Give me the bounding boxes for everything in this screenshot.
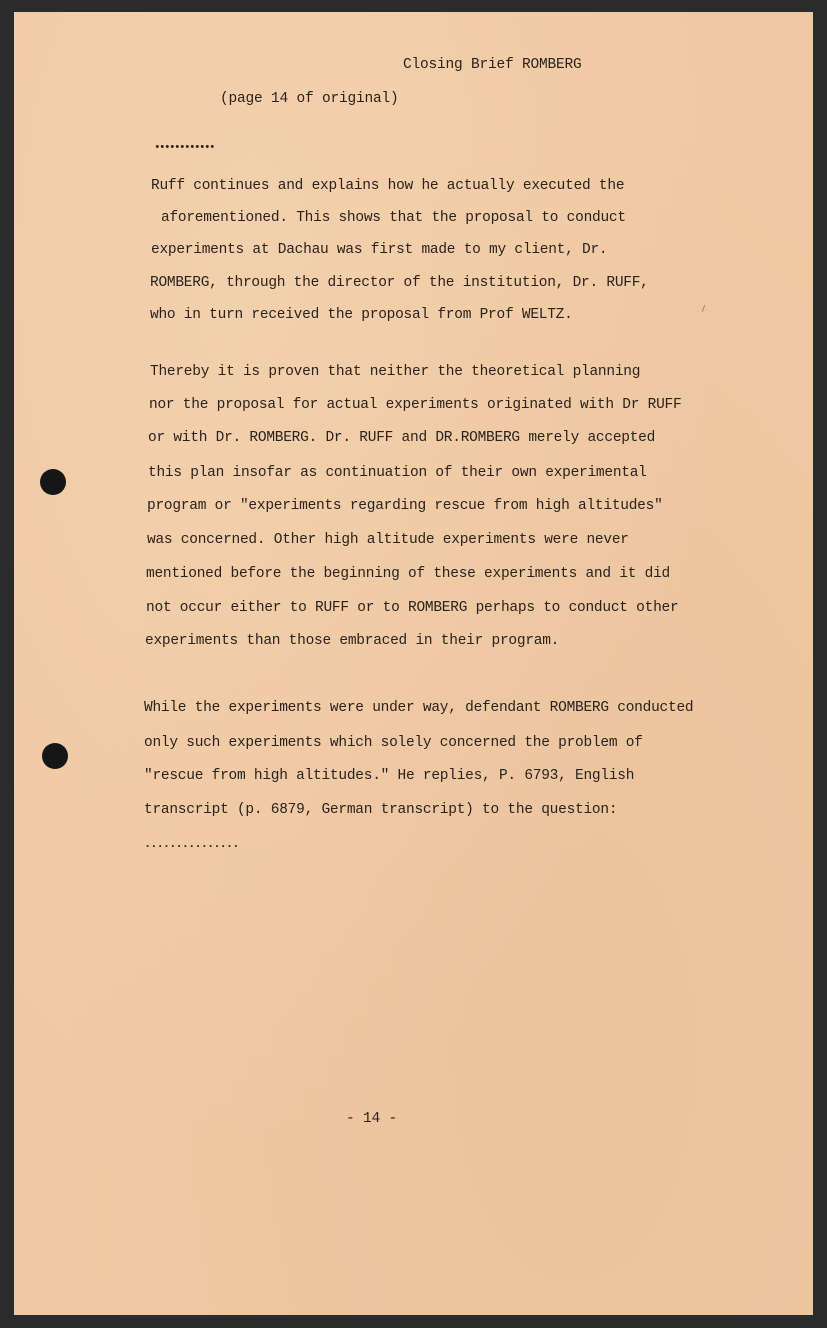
paragraph-line: ROMBERG, through the director of the institution, Dr. RUFF, — [150, 275, 649, 291]
paragraph-line: experiments than those embraced in their program. — [145, 633, 560, 649]
paragraph-line: mentioned before the beginning of these experiments and it did — [146, 566, 670, 582]
paragraph-line: only such experiments which solely concerned the problem of — [144, 735, 643, 751]
paragraph-line: or with Dr. ROMBERG. Dr. RUFF and DR.ROMBERG merely accepted — [148, 430, 656, 446]
paragraph-line: who in turn received the proposal from Prof WELTZ. — [150, 307, 573, 323]
paragraph-line: was concerned. Other high altitude experiments were never — [147, 532, 629, 548]
punch-hole-upper — [40, 469, 66, 495]
pen-mark — [702, 305, 705, 312]
paragraph-line: this plan insofar as continuation of their own experimental — [148, 465, 647, 481]
paragraph-line: not occur either to RUFF or to ROMBERG perhaps to conduct other — [146, 600, 679, 616]
paragraph-line: "rescue from high altitudes." He replies, P. 6793, English — [144, 768, 635, 784]
paragraph-line: Thereby it is proven that neither the theoretical planning — [150, 364, 641, 380]
header-page-ref: (page 14 of original) — [220, 91, 399, 107]
paragraph-line: transcript (p. 6879, German transcript) to the question: — [144, 802, 618, 818]
top-separator: •••••••••••• — [154, 142, 215, 154]
bottom-separator: ............... — [144, 837, 239, 851]
header-title: Closing Brief ROMBERG — [403, 57, 582, 73]
paragraph-line: experiments at Dachau was first made to my client, Dr. — [151, 242, 608, 258]
document-page — [14, 12, 813, 1315]
paragraph-line: nor the proposal for actual experiments originated with Dr RUFF — [149, 397, 682, 413]
paragraph-line: While the experiments were under way, defendant ROMBERG conducted — [144, 700, 694, 716]
paragraph-line: program or "experiments regarding rescue from high altitudes" — [147, 498, 663, 514]
paragraph-line: aforementioned. This shows that the proposal to conduct — [161, 210, 626, 226]
page-number: - 14 - — [346, 1111, 398, 1127]
paragraph-line: Ruff continues and explains how he actually executed the — [151, 178, 625, 194]
punch-hole-lower — [42, 743, 68, 769]
